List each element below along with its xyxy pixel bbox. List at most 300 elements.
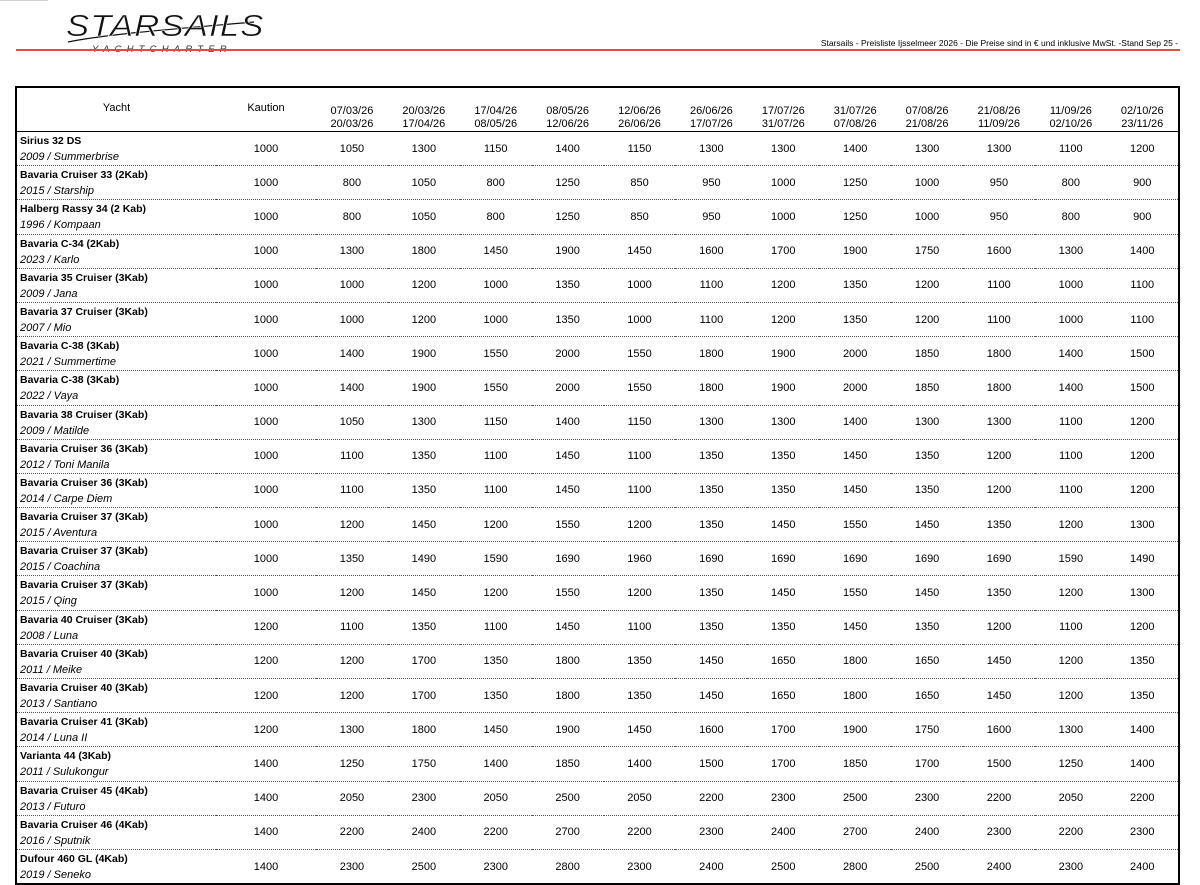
- price-cell: 1350: [891, 473, 963, 507]
- price-cell: 1100: [604, 610, 676, 644]
- price-cell: 1800: [532, 644, 604, 678]
- price-cell: 1800: [819, 644, 891, 678]
- kaution-cell: 1000: [216, 576, 316, 610]
- price-cell: 1250: [1035, 747, 1107, 781]
- yacht-name: Bavaria 35 Cruiser (3Kab): [20, 271, 148, 284]
- price-cell: 1800: [963, 337, 1035, 371]
- price-cell: 1600: [675, 234, 747, 268]
- yacht-name: Bavaria 40 Cruiser (3Kab): [20, 613, 148, 626]
- price-cell: 1100: [1035, 473, 1107, 507]
- yacht-year-name: 2021 / Summertime: [20, 356, 116, 369]
- period-to: 31/07/26: [761, 118, 805, 130]
- price-cell: 2300: [963, 815, 1035, 849]
- price-cell: 1400: [316, 337, 388, 371]
- kaution-cell: 1200: [216, 713, 316, 747]
- price-cell: 2500: [771, 860, 796, 873]
- kaution-cell: 1000: [216, 132, 316, 166]
- yacht-cell: [16, 166, 216, 200]
- price-cell: 1400: [604, 747, 676, 781]
- price-cell: 1800: [675, 337, 747, 371]
- table-row: [16, 337, 1179, 371]
- price-cell: 1000: [460, 268, 532, 302]
- price-cell: 1300: [1107, 508, 1179, 542]
- price-cell: 1700: [891, 747, 963, 781]
- table-row: [16, 200, 1179, 234]
- price-cell: 1500: [1107, 371, 1179, 405]
- price-cell: 1100: [1107, 268, 1179, 302]
- period-to: 26/06/26: [618, 118, 661, 130]
- period-to: 23/11/26: [1121, 118, 1164, 130]
- price-cell: 1000: [604, 268, 676, 302]
- price-cell: 1350: [460, 644, 532, 678]
- price-cell: 1400: [819, 132, 891, 166]
- price-cell: 2300: [388, 781, 460, 815]
- kaution-cell: 1400: [253, 860, 279, 873]
- price-cell: 1200: [963, 610, 1035, 644]
- price-cell: 1100: [316, 473, 388, 507]
- yacht-cell: [16, 713, 216, 747]
- col-header-period: [460, 87, 532, 132]
- price-cell: 1100: [1035, 405, 1107, 439]
- price-cell: 1450: [532, 610, 604, 644]
- price-cell: 1450: [675, 644, 747, 678]
- table-row: [16, 644, 1179, 678]
- price-cell: 1000: [316, 268, 388, 302]
- col-header-period: [747, 87, 819, 132]
- price-cell: 1100: [604, 439, 676, 473]
- price-cell: 1100: [675, 268, 747, 302]
- price-cell: 1200: [460, 576, 532, 610]
- price-cell: 1300: [891, 405, 963, 439]
- price-cell: 1450: [532, 473, 604, 507]
- yacht-name: Bavaria Cruiser 45 (4Kab): [20, 784, 148, 797]
- price-cell: 1450: [963, 644, 1035, 678]
- kaution-cell: 1000: [216, 200, 316, 234]
- period-from: 07/08/26: [905, 105, 949, 117]
- price-cell: 2500: [914, 860, 940, 873]
- price-cell: 2300: [1058, 860, 1084, 873]
- table-row: [16, 781, 1179, 815]
- price-cell: 1200: [1107, 473, 1179, 507]
- price-cell: 2300: [1107, 815, 1179, 849]
- price-cell: 1450: [747, 576, 819, 610]
- kaution-cell: 1400: [216, 747, 316, 781]
- price-cell: 1350: [675, 576, 747, 610]
- table-row: [16, 542, 1179, 576]
- yacht-name: Bavaria Cruiser 40 (3Kab): [20, 682, 148, 694]
- brand-logo: [66, 8, 265, 52]
- price-cell: 1550: [532, 576, 604, 610]
- price-cell: 1250: [819, 166, 891, 200]
- price-cell: 1350: [388, 473, 460, 507]
- price-cell: 2400: [891, 815, 963, 849]
- price-cell: 1690: [891, 542, 963, 576]
- price-cell: 1100: [963, 302, 1035, 336]
- yacht-year-name: 2009 / Jana: [20, 287, 78, 300]
- price-cell: 1300: [891, 132, 963, 166]
- price-cell: 2200: [675, 781, 747, 815]
- price-cell: 1350: [532, 268, 604, 302]
- col-header-period: [604, 87, 676, 132]
- yacht-year-name: 2009 / Summerbrise: [20, 151, 120, 163]
- price-cell: 1350: [747, 473, 819, 507]
- kaution-cell: 1000: [216, 302, 316, 336]
- price-cell: 1300: [675, 405, 747, 439]
- yacht-name: Dufour 460 GL (4Kab): [20, 852, 128, 865]
- yacht-year-name: 2016 / Sputnik: [20, 834, 91, 847]
- price-cell: 1700: [747, 713, 819, 747]
- price-cell: 1000: [891, 200, 963, 234]
- price-cell: 1300: [963, 405, 1035, 439]
- price-cell: 1150: [604, 132, 676, 166]
- price-cell: 1100: [460, 439, 532, 473]
- yacht-year-name: 2015 / Aventura: [20, 527, 98, 540]
- price-cell: 1450: [819, 439, 891, 473]
- yacht-name: Bavaria C-34 (2Kab): [20, 237, 120, 250]
- yacht-name: Bavaria Cruiser 37 (3Kab): [20, 545, 148, 558]
- table-row: [16, 405, 1179, 439]
- price-cell: 1400: [1107, 713, 1179, 747]
- price-cell: 1490: [388, 542, 460, 576]
- price-cell: 1200: [1035, 576, 1107, 610]
- price-cell: 1200: [891, 302, 963, 336]
- price-cell: 1000: [747, 166, 819, 200]
- price-cell: 1400: [316, 371, 388, 405]
- table-row: [16, 679, 1179, 713]
- period-to: 17/04/26: [402, 118, 446, 130]
- period-to: 08/05/26: [474, 118, 518, 130]
- price-cell: 950: [675, 166, 747, 200]
- col-header-period: [532, 87, 604, 132]
- price-cell: 1450: [532, 439, 604, 473]
- table-row: [16, 815, 1179, 849]
- price-cell: 2050: [604, 781, 676, 815]
- yacht-cell: [16, 132, 216, 166]
- yacht-year-name: 2007 / Mio: [20, 321, 72, 334]
- period-to: 20/03/26: [330, 118, 374, 130]
- price-cell: 1200: [316, 644, 388, 678]
- price-cell: 1100: [963, 268, 1035, 302]
- price-cell: 1300: [1035, 713, 1107, 747]
- price-cell: 2200: [963, 781, 1035, 815]
- price-cell: 1200: [388, 268, 460, 302]
- price-cell: 1400: [532, 405, 604, 439]
- price-cell: 1200: [963, 439, 1035, 473]
- price-cell: 1500: [963, 747, 1035, 781]
- kaution-cell: 1200: [216, 679, 316, 713]
- table-row: [16, 610, 1179, 644]
- yacht-cell: [16, 405, 216, 439]
- price-cell: 800: [460, 200, 532, 234]
- price-cell: 800: [316, 166, 388, 200]
- col-header-period: [675, 87, 747, 132]
- price-cell: 1350: [675, 610, 747, 644]
- col-header-kaution: Kaution: [216, 87, 316, 132]
- price-cell: 1800: [388, 713, 460, 747]
- price-cell: 1200: [388, 302, 460, 336]
- yacht-year-name: 2014 / Luna II: [20, 732, 88, 745]
- price-cell: 1490: [1107, 542, 1179, 576]
- yacht-name: Bavaria Cruiser 41 (3Kab): [20, 716, 148, 729]
- price-cell: 1050: [388, 166, 460, 200]
- price-cell: 1150: [460, 405, 532, 439]
- price-cell: 2500: [819, 781, 891, 815]
- kaution-cell: 1000: [216, 234, 316, 268]
- price-cell: 1750: [891, 713, 963, 747]
- yacht-year-name: 2008 / Luna: [20, 629, 79, 642]
- yacht-year-name: 2011 / Sulukongur: [20, 766, 109, 779]
- price-cell: 1450: [388, 508, 460, 542]
- price-cell: 1690: [532, 542, 604, 576]
- price-cell: 1300: [747, 405, 819, 439]
- table-row: [16, 713, 1179, 747]
- price-cell: 1450: [891, 508, 963, 542]
- kaution-cell: 1000: [216, 542, 316, 576]
- price-cell: 1800: [388, 234, 460, 268]
- price-cell: 1100: [1035, 132, 1107, 166]
- yacht-cell: [16, 234, 216, 268]
- price-cell: 1700: [388, 679, 460, 713]
- yacht-cell: [16, 542, 216, 576]
- price-cell: 800: [460, 166, 532, 200]
- price-cell: 1200: [316, 679, 388, 713]
- price-cell: 1600: [963, 234, 1035, 268]
- price-cell: 1450: [460, 234, 532, 268]
- table-row: [16, 268, 1179, 302]
- yacht-cell: [16, 473, 216, 507]
- price-cell: 1100: [316, 439, 388, 473]
- price-cell: 1350: [819, 302, 891, 336]
- col-header-period: [1107, 87, 1179, 132]
- price-cell: 1400: [532, 132, 604, 166]
- yacht-year-name: 2012 / Toni Manila: [20, 458, 110, 471]
- price-cell: 1850: [819, 747, 891, 781]
- price-cell: 1350: [1107, 679, 1179, 713]
- price-cell: 1300: [316, 713, 388, 747]
- period-to: 17/07/26: [689, 118, 733, 130]
- price-cell: 1550: [460, 371, 532, 405]
- price-cell: 2300: [675, 815, 747, 849]
- price-cell: 1350: [891, 610, 963, 644]
- price-cell: 1900: [388, 371, 460, 405]
- price-cell: 900: [1107, 166, 1179, 200]
- period-to: 02/10/26: [1049, 118, 1093, 130]
- accent-divider: [16, 49, 1180, 51]
- price-cell: 1050: [388, 200, 460, 234]
- price-cell: 1450: [819, 610, 891, 644]
- price-cell: 1750: [891, 234, 963, 268]
- price-cell: 1590: [1035, 542, 1107, 576]
- table-row: [16, 576, 1179, 610]
- price-cell: 1250: [819, 200, 891, 234]
- price-cell: 900: [1107, 200, 1179, 234]
- yacht-cell: [16, 747, 216, 781]
- price-cell: 2400: [1130, 860, 1155, 873]
- price-cell: 1850: [891, 371, 963, 405]
- yacht-name: Halberg Rassy 34 (2 Kab): [20, 203, 147, 216]
- period-from: 17/07/26: [761, 105, 805, 117]
- price-cell: 1200: [1035, 644, 1107, 678]
- price-cell: 2000: [532, 371, 604, 405]
- price-cell: 1400: [1107, 234, 1179, 268]
- price-cell: 1850: [891, 337, 963, 371]
- price-cell: 2400: [747, 815, 819, 849]
- price-cell: 1350: [675, 473, 747, 507]
- yacht-cell: [16, 610, 216, 644]
- price-cell: 1350: [1107, 644, 1179, 678]
- period-to: 07/08/26: [833, 118, 877, 130]
- price-cell: 1690: [819, 542, 891, 576]
- yacht-year-name: 2013 / Santiano: [20, 698, 98, 710]
- price-cell: 2300: [339, 860, 365, 873]
- price-cell: 2300: [483, 860, 508, 873]
- period-from: 21/08/26: [977, 105, 1021, 117]
- price-cell: 2800: [842, 860, 868, 873]
- period-from: 11/09/26: [1049, 105, 1092, 117]
- price-cell: 1000: [891, 166, 963, 200]
- header-note: Starsails - Preisliste Ijsselmeer 2026 - Die Preise sind in € und inklusive MwSt. -Stand Sep 25 -: [820, 38, 1178, 48]
- price-cell: 2300: [627, 860, 652, 873]
- table-row: [16, 166, 1179, 200]
- price-cell: 1300: [316, 234, 388, 268]
- price-cell: 1450: [460, 713, 532, 747]
- price-cell: 1100: [460, 473, 532, 507]
- price-cell: 1450: [604, 713, 676, 747]
- price-cell: 2200: [1107, 781, 1179, 815]
- price-cell: 1700: [388, 644, 460, 678]
- price-cell: 1450: [891, 576, 963, 610]
- yacht-year-name: 1996 / Kompaan: [20, 219, 101, 232]
- price-cell: 1900: [747, 371, 819, 405]
- kaution-cell: 1200: [216, 610, 316, 644]
- price-cell: 1250: [316, 747, 388, 781]
- brand-name: STARSAILS: [66, 8, 265, 43]
- price-cell: 1450: [747, 508, 819, 542]
- price-cell: 1350: [460, 679, 532, 713]
- price-cell: 850: [604, 166, 676, 200]
- price-cell: 1350: [604, 679, 676, 713]
- price-cell: 1900: [532, 234, 604, 268]
- kaution-cell: 1000: [216, 405, 316, 439]
- price-cell: 2300: [747, 781, 819, 815]
- yacht-name: Bavaria C-38 (3Kab): [20, 374, 120, 387]
- yacht-name: Bavaria Cruiser 40 (3Kab): [20, 647, 148, 660]
- col-header-period: [963, 87, 1035, 132]
- price-cell: 1960: [604, 542, 676, 576]
- price-cell: 1300: [1035, 234, 1107, 268]
- price-cell: 2400: [388, 815, 460, 849]
- price-cell: 1650: [891, 679, 963, 713]
- price-cell: 1350: [316, 542, 388, 576]
- price-cell: 1000: [747, 200, 819, 234]
- price-table: [15, 86, 1180, 885]
- price-cell: 950: [675, 200, 747, 234]
- price-cell: 1100: [675, 302, 747, 336]
- price-cell: 1200: [1035, 679, 1107, 713]
- price-cell: 2200: [1035, 815, 1107, 849]
- price-cell: 850: [604, 200, 676, 234]
- price-cell: 1690: [675, 542, 747, 576]
- yacht-name: Sirius 32 DS: [20, 135, 82, 147]
- kaution-cell: 1400: [216, 781, 316, 815]
- col-header-period: [316, 87, 388, 132]
- yacht-name: Varianta 44 (3Kab): [20, 750, 112, 763]
- yacht-name: Bavaria C-38 (3Kab): [20, 340, 120, 353]
- price-cell: 1100: [1107, 302, 1179, 336]
- price-cell: 1900: [532, 713, 604, 747]
- price-cell: 1000: [316, 302, 388, 336]
- yacht-cell: [16, 679, 216, 713]
- price-cell: 1650: [747, 679, 819, 713]
- price-cell: 1050: [316, 405, 388, 439]
- yacht-cell: [16, 268, 216, 302]
- price-cell: 2700: [819, 815, 891, 849]
- price-cell: 1600: [675, 713, 747, 747]
- col-header-period: [819, 87, 891, 132]
- price-cell: 2050: [316, 781, 388, 815]
- price-cell: 1700: [747, 234, 819, 268]
- price-cell: 1350: [532, 302, 604, 336]
- price-cell: 2200: [604, 815, 676, 849]
- price-cell: 1550: [604, 371, 676, 405]
- yacht-year-name: 2015 / Qing: [20, 595, 77, 608]
- yacht-cell: [16, 644, 216, 678]
- period-from: 02/10/26: [1120, 105, 1164, 117]
- table-header-row: [16, 87, 1179, 132]
- price-cell: 800: [1035, 200, 1107, 234]
- price-cell: 1650: [747, 644, 819, 678]
- yacht-name: Bavaria Cruiser 46 (4Kab): [20, 818, 148, 831]
- col-header-period: [1035, 87, 1107, 132]
- price-cell: 1550: [460, 337, 532, 371]
- price-cell: 1300: [388, 405, 460, 439]
- price-cell: 1100: [460, 610, 532, 644]
- price-cell: 1500: [675, 747, 747, 781]
- price-cell: 1000: [460, 302, 532, 336]
- price-cell: 1400: [819, 405, 891, 439]
- yacht-year-name: 2014 / Carpe Diem: [20, 492, 113, 505]
- price-cell: 1200: [604, 576, 676, 610]
- period-to: 11/09/26: [977, 118, 1020, 130]
- price-cell: 2800: [555, 860, 580, 873]
- price-cell: 1200: [604, 508, 676, 542]
- table-row: [16, 371, 1179, 405]
- period-from: 31/07/26: [833, 105, 877, 117]
- price-cell: 1850: [532, 747, 604, 781]
- price-cell: 950: [963, 200, 1035, 234]
- price-cell: 950: [963, 166, 1035, 200]
- period-to: 21/08/26: [905, 118, 949, 130]
- price-cell: 2300: [891, 781, 963, 815]
- price-cell: 1400: [1035, 337, 1107, 371]
- price-cell: 1200: [316, 508, 388, 542]
- yacht-cell: [16, 302, 216, 336]
- price-cell: 1550: [604, 337, 676, 371]
- price-cell: 1050: [316, 132, 388, 166]
- price-cell: 1350: [747, 439, 819, 473]
- yacht-cell: [16, 781, 216, 815]
- price-cell: 1200: [1107, 610, 1179, 644]
- price-cell: 1800: [819, 679, 891, 713]
- kaution-cell: 1000: [216, 371, 316, 405]
- yacht-year-name: 2023 / Karlo: [20, 253, 80, 266]
- yacht-year-name: 2015 / Starship: [20, 185, 94, 198]
- top-divider: [0, 0, 48, 1]
- price-cell: 1350: [747, 610, 819, 644]
- price-cell: 1150: [604, 405, 676, 439]
- price-cell: 1300: [1107, 576, 1179, 610]
- yacht-year-name: 2009 / Matilde: [20, 424, 90, 437]
